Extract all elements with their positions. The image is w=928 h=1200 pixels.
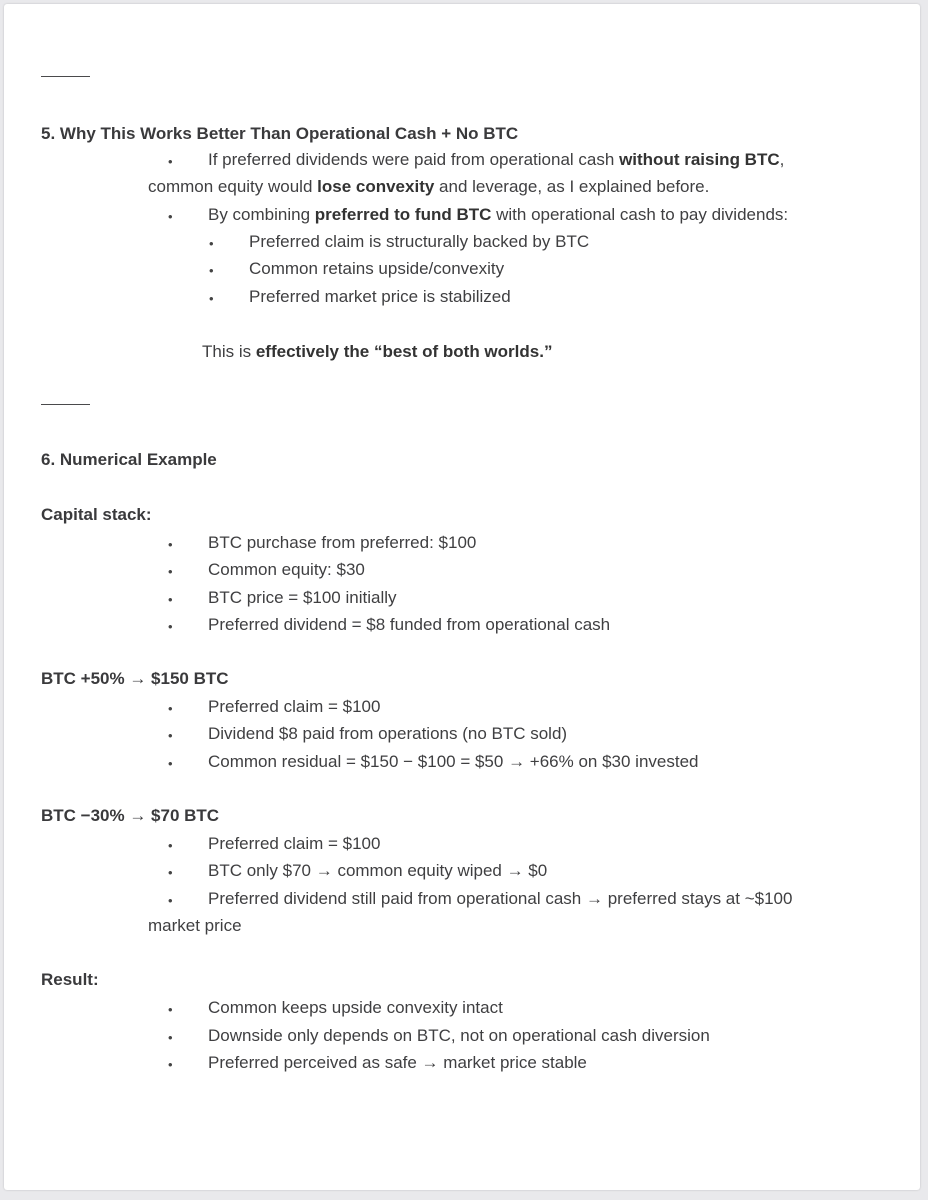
list-item: BTC purchase from preferred: $100 [208, 533, 477, 552]
section-5-sub-item: Preferred market price is stabilized [249, 287, 511, 306]
section-5-conclusion: This is effectively the “best of both worlds.” [202, 342, 553, 361]
bullet-icon: • [168, 564, 173, 579]
divider [41, 76, 90, 77]
list-item: Dividend $8 paid from operations (no BTC sold) [208, 724, 568, 743]
bullet-icon: • [168, 701, 173, 716]
list-item: Common residual = $150 − $100 = $50 → +66% on $30 invested [208, 752, 699, 771]
bullet-icon: • [168, 537, 173, 552]
bullet-icon: • [168, 1002, 173, 1017]
bullet-icon: • [168, 893, 173, 908]
divider [41, 404, 90, 405]
list-item: BTC only $70 → common equity wiped → $0 [208, 861, 548, 880]
list-item: Preferred claim = $100 [208, 834, 381, 853]
list-item: Preferred claim = $100 [208, 697, 381, 716]
bullet-icon: • [209, 291, 214, 306]
section-5-bullet-2: By combining preferred to fund BTC with operational cash to pay dividends: [208, 205, 789, 224]
section-5-sub-item: Common retains upside/convexity [249, 259, 505, 278]
bullet-icon: • [168, 865, 173, 880]
bullet-icon: • [168, 209, 173, 224]
scenario-down-label: BTC −30% → $70 BTC [41, 806, 220, 825]
section-5-bullet-1-wrap: common equity would lose convexity and leverage, as I explained before. [148, 177, 710, 196]
bullet-icon: • [168, 1030, 173, 1045]
list-item: Downside only depends on BTC, not on operational cash diversion [208, 1026, 710, 1045]
list-item: BTC price = $100 initially [208, 588, 397, 607]
list-item: Common equity: $30 [208, 560, 365, 579]
bullet-icon: • [168, 154, 173, 169]
bullet-icon: • [168, 619, 173, 634]
bullet-icon: • [168, 756, 173, 771]
bullet-icon: • [168, 1057, 173, 1072]
document-page [4, 4, 920, 1190]
list-item: Preferred perceived as safe → market price stable [208, 1053, 587, 1072]
list-item: Common keeps upside convexity intact [208, 998, 503, 1017]
capital-stack-label: Capital stack: [41, 505, 152, 524]
bullet-icon: • [209, 236, 214, 251]
list-item: Preferred dividend = $8 funded from operational cash [208, 615, 611, 634]
bullet-icon: • [168, 838, 173, 853]
section-5-sub-item: Preferred claim is structurally backed by BTC [249, 232, 590, 251]
section-5-bullet-1: If preferred dividends were paid from operational cash without raising BTC, [208, 150, 785, 169]
section-5-title: 5. Why This Works Better Than Operational Cash + No BTC [41, 124, 519, 143]
bullet-icon: • [209, 263, 214, 278]
list-item: Preferred dividend still paid from operational cash → preferred stays at ~$100 [208, 889, 793, 908]
section-6-title: 6. Numerical Example [41, 450, 217, 469]
bullet-icon: • [168, 592, 173, 607]
bullet-icon: • [168, 728, 173, 743]
scenario-up-label: BTC +50% → $150 BTC [41, 669, 229, 688]
list-item-wrap: market price [148, 916, 242, 935]
result-label: Result: [41, 970, 99, 989]
